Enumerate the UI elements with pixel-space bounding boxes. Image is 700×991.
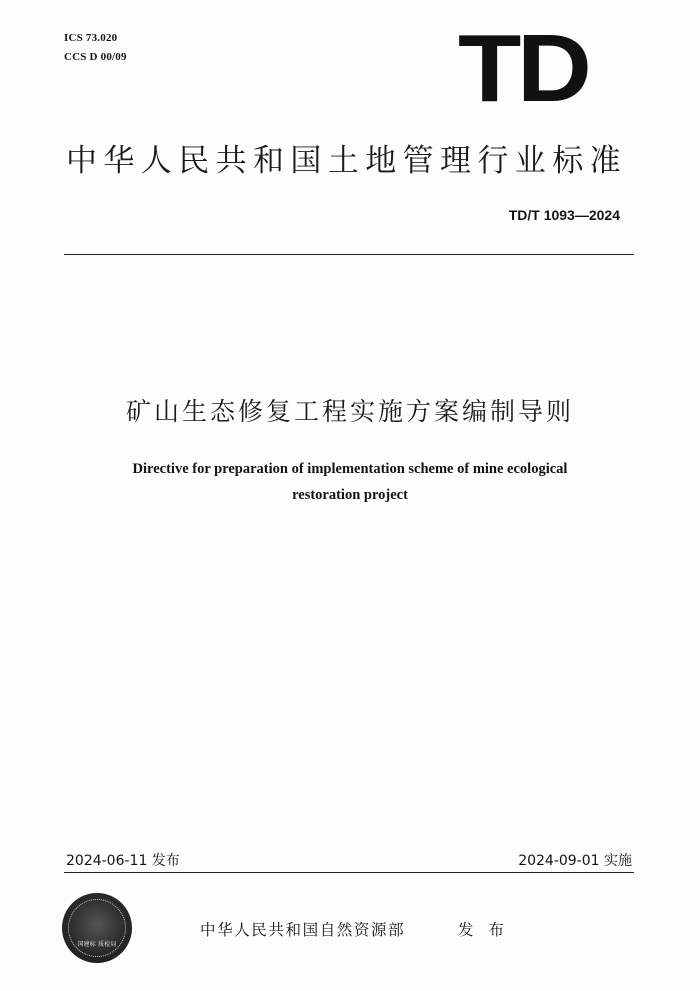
- document-title-cn: 矿山生态修复工程实施方案编制导则: [125, 397, 574, 426]
- document-title-en: [60, 456, 640, 508]
- ics-code: ICS 73.020: [64, 32, 118, 44]
- issue-date: 2024-06-11 发布: [66, 853, 180, 869]
- standard-code: TD/T 1093—2024: [508, 207, 620, 223]
- seal-text: 国建标 质检局: [77, 941, 117, 948]
- implementation-date: 2024-09-01 实施: [518, 853, 632, 869]
- top-divider: [64, 254, 634, 255]
- publish-label: 发 布: [458, 921, 509, 939]
- seal-icon: [62, 893, 132, 963]
- document-title-en-line1: Directive for preparation of implementation scheme of mine ecological: [132, 461, 568, 477]
- bottom-divider: [64, 872, 634, 873]
- publisher-name: 中华人民共和国自然资源部: [200, 921, 406, 939]
- seal-ring: [68, 899, 126, 957]
- td-logo: TD: [458, 15, 588, 122]
- standard-title: 中华人民共和国土地管理行业标准: [66, 143, 627, 179]
- document-title-en-line2: restoration project: [292, 487, 408, 503]
- ccs-code: CCS D 00/09: [64, 51, 127, 63]
